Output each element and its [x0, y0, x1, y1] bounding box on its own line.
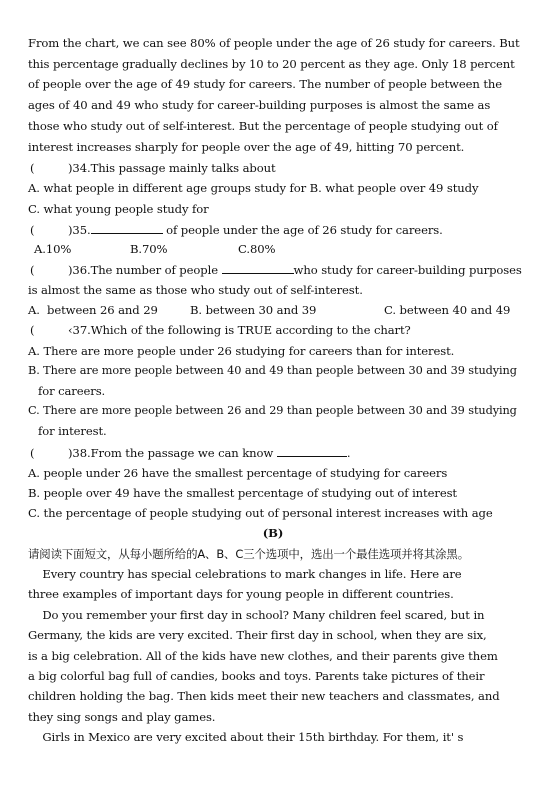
- q37-option-c-line-2: for interest.: [38, 424, 107, 438]
- section-b-instruction: 请阅读下面短文，从每小题所给的A、B、C三个选项中，选出一个最佳选项并将其涂黑。: [28, 547, 470, 561]
- q37-option-b-line-2: for careers.: [38, 384, 106, 398]
- question-37: [30, 323, 411, 337]
- passage-b-line-5: is a big celebration. All of the kids have new clothes, and their parents give them: [28, 649, 498, 663]
- question-stem-end: .: [346, 446, 351, 460]
- passage-b-line-4: Germany, the kids are very excited. Their first day in school, when they are six,: [28, 628, 487, 642]
- passage-a-line-4: ages of 40 and 49 who study for career-building purposes is almost the same as: [28, 98, 491, 112]
- passage-b-line-9: Girls in Mexico are very excited about their 15th birthday. For them, it' s: [28, 730, 464, 744]
- question-38: [30, 445, 350, 460]
- passage-b-line-7: children holding the bag. Then kids meet their new teachers and classmates, and: [28, 689, 500, 703]
- q35-option-a: A.10%: [34, 242, 72, 256]
- passage-a-line-5: those who study out of self-interest. But the percentage of people studying out of: [28, 119, 498, 133]
- question-number: ‹37.: [68, 323, 91, 337]
- question-34: [30, 161, 276, 175]
- answer-blank: [277, 445, 347, 457]
- q36-option-c: C. between 40 and 49: [384, 303, 511, 317]
- passage-a-line-1: From the chart, we can see 80% of people under the age of 26 study for careers. But: [28, 36, 520, 50]
- answer-bracket: (: [30, 161, 35, 175]
- answer-bracket: (: [30, 323, 35, 337]
- passage-b-line-8: they sing songs and play games.: [28, 710, 216, 724]
- question-number: )34.: [68, 161, 91, 175]
- question-number: )38.: [68, 446, 91, 460]
- question-stem: This passage mainly talks about: [90, 161, 276, 175]
- passage-b-line-6: a big colorful bag full of candies, books and toys. Parents take pictures of their: [28, 669, 485, 683]
- answer-blank: [91, 222, 163, 234]
- passage-b-line-3: Do you remember your first day in school? Many children feel scared, but in: [28, 608, 485, 622]
- q34-option-a-b: A. what people in different age groups study for B. what people over 49 study: [28, 181, 479, 195]
- passage-a-line-3: of people over the age of 49 study for careers. The number of people between the: [28, 77, 503, 91]
- q36-option-b: B. between 30 and 39: [190, 303, 317, 317]
- answer-bracket: (: [30, 446, 35, 460]
- passage-a-line-2: this percentage gradually declines by 10 to 20 percent as they age. Only 18 percent: [28, 57, 515, 71]
- q34-option-c: C. what young people study for: [28, 202, 209, 216]
- q38-option-c: C. the percentage of people studying out of personal interest increases with age: [28, 506, 493, 520]
- passage-b-line-2: three examples of important days for young people in different countries.: [28, 587, 454, 601]
- q37-option-a: A. There are more people under 26 studying for careers than for interest.: [28, 344, 455, 358]
- q35-option-c: C.80%: [238, 242, 276, 256]
- q35-option-b: B.70%: [130, 242, 168, 256]
- question-35: [30, 222, 443, 237]
- question-stem-end: who study for career-building purposes: [293, 263, 522, 277]
- q38-option-a: A. people under 26 have the smallest percentage of studying for careers: [28, 466, 448, 480]
- question-number: )35.: [68, 223, 91, 237]
- passage-a-line-6: interest increases sharply for people over the age of 49, hitting 70 percent.: [28, 140, 465, 154]
- question-number: )36.: [68, 263, 91, 277]
- question-stem: From the passage we can know: [90, 446, 277, 460]
- question-stem-start: The number of people: [90, 263, 222, 277]
- q37-option-c-line-1: C. There are more people between 26 and 29 than people between 30 and 39 studying: [28, 404, 517, 417]
- section-b-heading: (B): [262, 526, 284, 540]
- q36-option-a: A. between 26 and 29: [28, 303, 158, 317]
- question-stem: of people under the age of 26 study for careers.: [162, 223, 443, 237]
- passage-b-line-1: Every country has special celebrations to mark changes in life. Here are: [28, 567, 462, 581]
- q38-option-b: B. people over 49 have the smallest percentage of studying out of interest: [28, 486, 457, 500]
- question-36: [30, 262, 522, 277]
- answer-bracket: (: [30, 263, 35, 277]
- answer-bracket: (: [30, 223, 35, 237]
- q36-stem-line-2: is almost the same as those who study out of self-interest.: [28, 283, 363, 297]
- answer-blank: [222, 262, 294, 274]
- question-stem: Which of the following is TRUE according to the chart?: [90, 323, 411, 337]
- q37-option-b-line-1: B. There are more people between 40 and 49 than people between 30 and 39 studying: [28, 364, 517, 377]
